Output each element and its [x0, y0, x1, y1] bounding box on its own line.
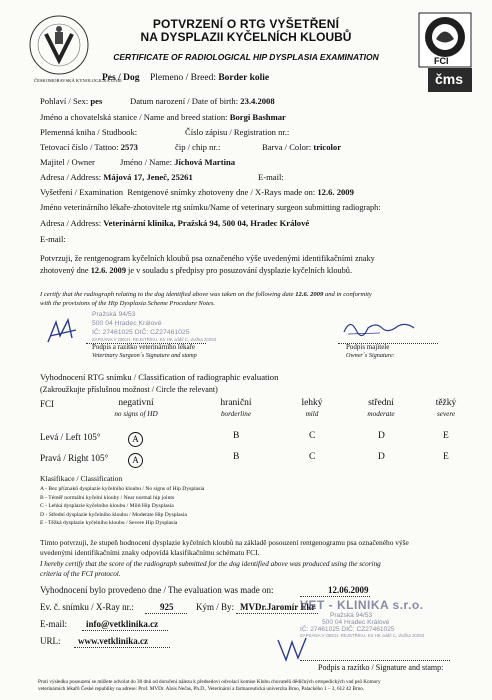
left-grade-c: C — [309, 431, 316, 441]
vet-name-label: Jméno veterinárního lékaře-zhotovitele rtg snímku/Name of veterinary surgeon submitting radiograph: — [40, 203, 381, 212]
right-grade-b: B — [233, 452, 240, 462]
exam-heading: Vyšetření / Examination — [40, 187, 124, 197]
right-grade-e: E — [443, 452, 449, 462]
dog-name-row — [40, 112, 286, 122]
confirm-en-line1 — [40, 291, 372, 298]
chip-row — [175, 142, 220, 152]
right-grade-a-circled — [128, 450, 143, 468]
clinic-signature-label: Podpis a razítko / Signature and stamp: — [318, 663, 444, 672]
classification-item: E - Těžká dysplazie kyčelního kloubu / Severe Hip Dysplasia — [40, 520, 178, 527]
dob-value: 23.4.2008 — [240, 96, 275, 106]
right-grade-c: C — [309, 452, 316, 462]
fci-logo-label: FCI — [434, 56, 449, 66]
owner-address-value: Májová 17, Jeneč, 25261 — [103, 172, 193, 182]
chip-label: čip / chip nr.: — [175, 142, 221, 152]
url-label: URL: — [40, 636, 61, 646]
final-email-label: E-mail: — [40, 619, 67, 629]
clinic-stamp-line2: 500 04 Hradec Králové — [322, 619, 390, 626]
vet-email-label: E-mail: — [40, 234, 66, 244]
footer-line2: veterinárních lékařů České republiky na adrese: Prof. MVDr. Alois Nečas, Ph.D., Veterinární a farmaceutická univerzita Brno, Palackého 1 – 3, 612 42 Brno. — [38, 686, 365, 692]
xray-nr-line — [145, 613, 187, 614]
sex-row — [40, 96, 102, 106]
color-value: tricolor — [313, 142, 342, 152]
clinic-stamp-line1: Pražská 94/53 — [330, 612, 373, 619]
col-moderate-cz: střední — [368, 398, 394, 408]
confirm-cz-date: 12.6. 2009 — [90, 266, 126, 275]
vet-signature-mark — [44, 316, 80, 346]
registration-label: Číslo zápisu / Registration nr.: — [185, 127, 290, 137]
owner-address-label: Adresa / Address: — [40, 172, 102, 182]
final-en-line2: criteria of the FCI protocol. — [40, 570, 121, 578]
final-en-line1: I hereby certify that the score of the radiograph submitted for the dog identified above was produced using the scoring — [40, 560, 381, 568]
species — [102, 73, 139, 83]
breed-label: Plemeno / Breed: — [150, 73, 216, 83]
confirm-en-text-a: I certify that the radiograph relating to the dog identified above was taken on the following date — [40, 291, 294, 298]
dog-name-label: Jméno a chovatelská stanice / Name and breed station: — [40, 112, 228, 122]
final-email-value: info@vetklinika.cz — [86, 619, 159, 629]
cms-logo: čms — [428, 68, 472, 92]
clinic-stamp-line4: ZAPSÁNA V OBCH. REJSTŘÍKU, KS HK oddíl C, vložka 20263 — [300, 633, 425, 638]
vet-signature-label-en: Veterinary Surgeon´s Signature and stamp — [92, 352, 197, 359]
eval-date-value: 12.06.2009 — [328, 585, 369, 595]
clinic-stamp — [300, 598, 424, 638]
url-line — [74, 647, 170, 648]
tattoo-value: 2573 — [120, 142, 138, 152]
stamp1-line4: ZAPSÁNA V OBCH. REJSTŘÍKU, KS HK oddíl C, vložka 20263 — [92, 337, 217, 342]
final-email-line — [82, 630, 168, 631]
eval-date-row — [40, 585, 274, 595]
owner-signature-label-en: Owner´s Signature: — [346, 352, 395, 359]
right-grade-a: A — [128, 453, 143, 468]
vet-address-row — [40, 218, 309, 228]
col-borderline-cz: hraniční — [220, 398, 252, 408]
dob-label: Datum narození / Date of birth: — [130, 96, 239, 106]
classification-item: A - Bez příznaků dysplazie kyčelního kloubu / No signs of Hip Dysplasia — [40, 486, 205, 492]
left-grade-e: E — [443, 431, 449, 441]
registration-row — [185, 127, 289, 137]
final-cz-line1: Tímto potvrzuji, že stupeň hodnocení dysplazie kyčelních kloubů na základě posouzení rentgenogramu psa označeného výše — [40, 538, 409, 547]
by-label: Kým / By: — [196, 602, 235, 612]
confirm-cz-text-a: zhotovený dne — [40, 266, 89, 275]
by-value: MVDr.Jaromír Ekr — [240, 602, 316, 612]
confirm-cz-line1: Potvrzuji, že rentgenogram kyčelních kloubů psa označeného výše uvedenými identifikačními znaky — [40, 254, 375, 263]
title-czech-line2: NA DYSPLAZII KYČELNÍCH KLOUBŮ — [140, 30, 352, 44]
left-grade-d: D — [378, 431, 385, 441]
evaluation-heading: Vyhodnocení RTG snímku / Classification of radiographic evaluation — [40, 372, 279, 382]
xray-nr-value: 925 — [160, 602, 174, 612]
left-grade-a-circled — [128, 429, 143, 447]
url-value: www.vetklinika.cz — [78, 636, 149, 646]
final-cz-line2: uvedenými identifikačními znaky odpovídá klasifikačnímu schématu FCI. — [40, 548, 260, 557]
xray-nr-label: Ev. č. snímku / X-Ray nr.: — [40, 602, 134, 612]
classification-item: D - Střední dysplazie kyčelního kloubu / Moderate Hip Dysplasia — [40, 511, 187, 518]
exam-row — [40, 187, 354, 197]
breed-value: Border kolie — [218, 73, 270, 83]
xray-date-value: 12.6. 2009 — [317, 187, 354, 197]
stamp1-line2: 500 04 Hradec Králové — [92, 320, 162, 327]
owner-label: Majitel / Owner — [40, 157, 95, 167]
species-value: Pes / Dog — [102, 73, 140, 83]
dog-name-value: Borgi Bashmar — [229, 112, 286, 122]
confirm-cz-line2 — [40, 266, 352, 275]
owner-email-row — [258, 172, 284, 182]
vet-address-value: Veterinární klinika, Pražská 94, 500 04, Hradec Králové — [103, 218, 310, 228]
classification-item: B - Téměř normální kyčelní klouby / Near normal hip joints — [40, 494, 175, 501]
dob-row — [130, 96, 275, 106]
title-english: CERTIFICATE OF RADIOLOGICAL HIP DYSPLASIA EXAMINATION — [113, 52, 379, 62]
stamp1-line3: IČ: 27461025 DIČ: CZ27461025 — [92, 329, 190, 336]
fci-label: FCI — [40, 399, 55, 409]
col-negative-en: no signs of HD — [114, 410, 158, 418]
owner-email-label: E-mail: — [258, 172, 284, 182]
classification-list — [40, 485, 204, 528]
owner-address-row — [40, 172, 193, 182]
vet-stamp — [92, 310, 216, 344]
classification-heading: Klasifikace / Classification — [40, 474, 123, 483]
evaluation-instruction: (Zakroužkujte příslušnou možnost / Circle the relevant) — [40, 385, 218, 394]
color-label: Barva / Color: — [262, 142, 312, 152]
owner-signature-mark — [340, 316, 420, 340]
vet-address-label: Adresa / Address: — [40, 218, 102, 228]
stamp1-line1: Pražská 94/53 — [92, 311, 136, 318]
clinic-stamp-line3: IČ: 27461025 DIČ: CZ27461025 — [300, 626, 395, 633]
confirm-en-text-b: and in conformity — [324, 291, 372, 298]
xray-date-label: Rentgenové snímky zhotoveny dne / X-Rays made on: — [127, 187, 316, 197]
owner-signature-label-cz: Podpis majitele — [346, 343, 390, 351]
color-row — [262, 142, 341, 152]
footer-line1: Proti výsledku posouzení se můžete odvolat do 30 dnů od doručení nálezu k předsedovi odvolací komise Klubu chovatelů dědičných ortopedických vad psů Komory — [38, 679, 381, 685]
right-hip-label: Pravá / Right 105° — [40, 453, 109, 463]
eval-date-label: Vyhodnocení bylo provedeno dne / The evaluation was made on: — [40, 585, 274, 595]
left-hip-label: Levá / Left 105° — [40, 432, 101, 442]
owner-name-row — [120, 157, 235, 167]
vet-signature-label-cz: Podpis a razítko veterinárního lékaře — [92, 343, 196, 351]
clinic-signature-line — [300, 660, 450, 661]
studbook-row — [40, 127, 137, 137]
tattoo-row — [40, 142, 138, 152]
confirm-cz-text-b: je v souladu s předpisy pro posuzování dysplazie kyčelních kloubů. — [128, 266, 353, 275]
left-grade-a: A — [128, 432, 143, 447]
owner-name-value: Jíchová Martina — [174, 157, 236, 167]
clinic-stamp-name: VET - KLINIKA s.r.o. — [300, 598, 424, 612]
tattoo-label: Tetovací číslo / Tattoo: — [40, 142, 119, 152]
confirm-en-line2: with the provisions of the Hip Dysplasia Scheme Procedure Notes. — [40, 300, 216, 307]
confirm-en-date: 12.6. 2009 — [295, 291, 324, 298]
col-mild-cz: lehký — [301, 398, 323, 408]
col-moderate-en: moderate — [367, 410, 395, 418]
eval-date-line — [300, 596, 370, 597]
sex-label: Pohlaví / Sex: — [40, 96, 89, 106]
owner-row — [40, 157, 95, 167]
cmku-logo-text: ČESKOMORAVSKÁ KYNOLOGICKÁ UNIE — [34, 78, 122, 83]
classification-item: C - Lehká dysplazie kyčelního kloubu / Mild Hip Dysplasia — [40, 503, 174, 510]
owner-name-label: Jméno / Name: — [120, 157, 173, 167]
col-borderline-en: borderline — [220, 410, 252, 418]
col-negative-cz: negativní — [118, 398, 154, 408]
right-grade-d: D — [378, 452, 385, 462]
title-czech-line1: POTVRZENÍ O RTG VYŠETŘENÍ — [152, 17, 340, 31]
breed-row — [150, 73, 269, 83]
studbook-label: Plemenná kniha / Studbook: — [40, 127, 138, 137]
col-mild-en: mild — [305, 410, 319, 418]
col-severe-en: severe — [436, 410, 456, 418]
sex-value: pes — [90, 96, 103, 106]
col-severe-cz: těžký — [435, 398, 457, 408]
left-grade-b: B — [233, 431, 240, 441]
